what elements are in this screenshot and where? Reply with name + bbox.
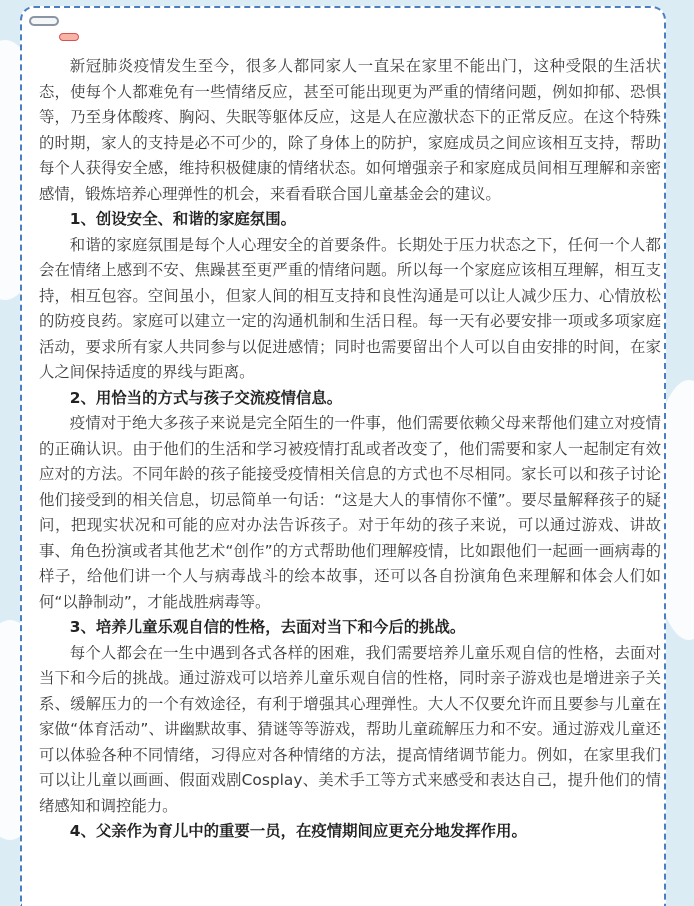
intro-paragraph: 新冠肺炎疫情发生至今，很多人都同家人一直呆在家里不能出门，这种受限的生活状态，使每个人都难免有一些情绪反应，甚至可能出现更为严重的情绪问题，例如抑郁、恐惧等，乃至身体酸疼、胸闷、失眠等躯体反应，这是人在应激状态下的正常反应。在这个特殊的时期，家人的支持是必不可少的，除了身体上的防护，家庭成员之间应该相互支持，帮助每个人获得安全感，维持积极健康的情绪状态。如何增强亲子和家庭成员间相互理解和亲密感情，锻炼培养心理弹性的机会，来看看联合国儿童基金会的建议。 [39, 57, 661, 203]
section-paragraph-3: 每个人都会在一生中遇到各式各样的困难，我们需要培养儿童乐观自信的性格，去面对当下和今后的挑战。通过游戏可以培养儿童乐观自信的性格，同时亲子游戏也是增进亲子关系、缓解压力的一个有效途径，有利于增强其心理弹性。大人不仅要允许而且要参与儿童在家做“体育活动”、讲幽默故事、猜谜等等游戏，帮助儿童疏解压力和不安。通过游戏儿童还可以体验各种不同情绪，习得应对各种情绪的方法，提高情绪调节能力。例如，在家里我们可以让儿童以画画、假面戏剧Cosplay、美术手工等方式来感受和表达自己，提升他们的情绪感知和调控能力。 [39, 643, 661, 815]
decorative-pill-icon [59, 33, 79, 41]
section-heading-1: 1、创设安全、和谐的家庭氛围。 [69, 210, 296, 228]
section-paragraph-1: 和谐的家庭氛围是每个人心理安全的首要条件。长期处于压力状态之下，任何一个人都会在情绪上感到不安、焦躁甚至更严重的情绪问题。所以每一个家庭应该相互理解，相互支持，相互包容。空间虽小，但家人间的相互支持和良性沟通是可以让人减少压力、心情放松的防疫良药。家庭可以建立一定的沟通机制和生活日程。每一天有必要安排一项或多项家庭活动，要求所有家人共同参与以促进感情；同时也需要留出个人可以自由安排的时间，在家人之间保持适度的界线与距离。 [39, 235, 661, 381]
section-paragraph-2: 疫情对于绝大多孩子来说是完全陌生的一件事，他们需要依赖父母来帮他们建立对疫情的正确认识。由于他们的生活和学习被疫情打乱或者改变了，他们需要和家人一起制定有效应对的方法。不同年龄的孩子能接受疫情相关信息的方式也不尽相同。家长可以和孩子讨论他们接受到的相关信息，切忌简单一句话：“这是大人的事情你不懂”。要尽量解释孩子的疑问，把现实状况和可能的应对办法告诉孩子。对于年幼的孩子来说，可以通过游戏、讲故事、角色扮演或者其他艺术“创作”的方式帮助他们理解疫情，比如跟他们一起画一画病毒的样子，给他们讲一个人与病毒战斗的绘本故事，还可以各自扮演角色来理解和体会人们如何“以静制动”，才能战胜病毒等。 [39, 414, 661, 611]
decorative-pill-icon [29, 16, 59, 26]
article-card [20, 6, 666, 906]
section-heading-3: 3、培养儿童乐观自信的性格，去面对当下和今后的挑战。 [69, 618, 466, 636]
article-body [39, 54, 661, 845]
section-heading-4: 4、父亲作为育儿中的重要一员，在疫情期间应更充分地发挥作用。 [69, 822, 527, 840]
section-heading-2: 2、用恰当的方式与孩子交流疫情信息。 [69, 388, 343, 407]
